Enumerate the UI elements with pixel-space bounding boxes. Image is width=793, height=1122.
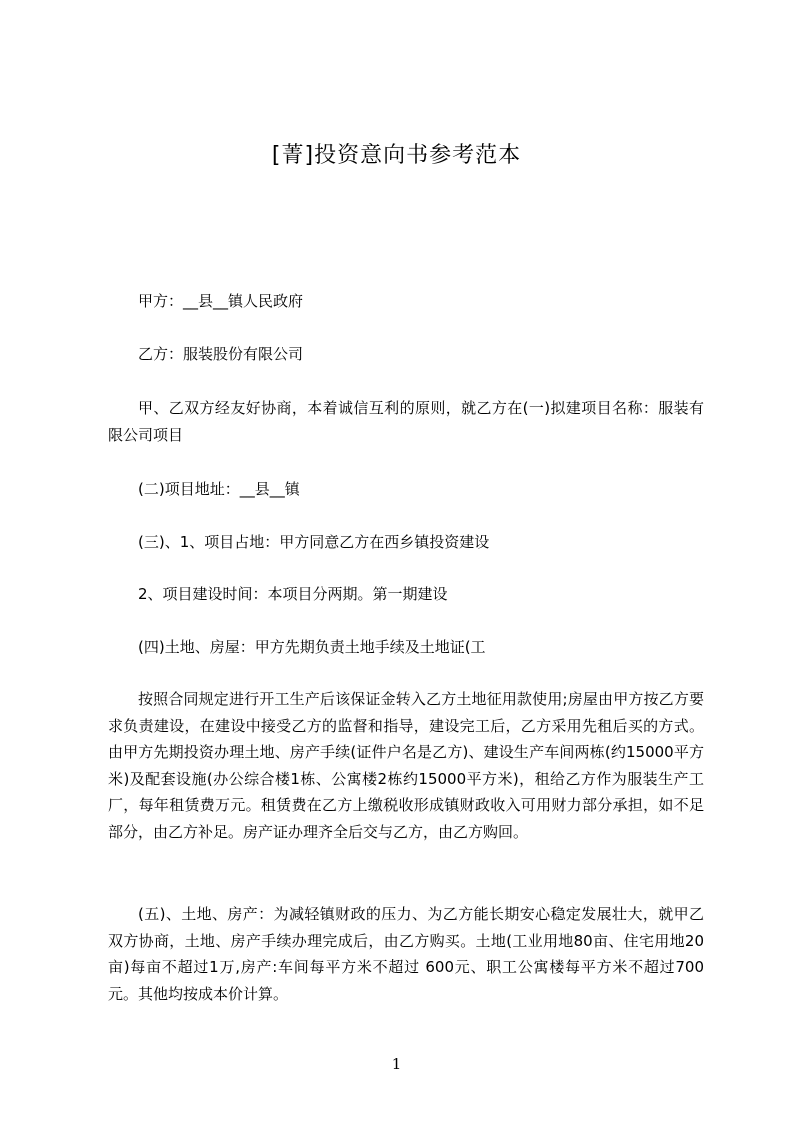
contract-terms-paragraph: 按照合同规定进行开工生产后该保证金转入乙方土地征用款使用;房屋由甲方按乙方要求负责建设，在建设中接受乙方的监督和指导，建设完工后，乙方采用先租后买的方式。由甲方先期投资办理土地、房产手续(证件户名是乙方)、建设生产车间两栋(约15000平方米)及配套设施(办公综合楼1栋、公寓楼2栋约15000平方米)，租给乙方作为服装生产工厂，每年租赁费万元。租赁费在乙方上缴税收形成镇财政收入可用财力部分承担，如不足部分，由乙方补足。房产证办理齐全后交与乙方，由乙方购回。	[108, 690, 704, 841]
party-b-line: 乙方：服装股份有限公司	[138, 345, 304, 363]
land-house-line: (四)土地、房屋：甲方先期负责土地手续及土地证(工	[138, 638, 486, 656]
document-title: [菁]投资意向书参考范本	[271, 143, 522, 168]
page-number: 1	[391, 1055, 402, 1073]
land-property-paragraph: (五)、土地、房产：为减轻镇财政的压力、为乙方能长期安心稳定发展壮大，就甲乙双方协商，土地、房产手续办理完成后，由乙方购买。土地(工业用地80亩、住宅用地20亩)每亩不超过1万,房产:车间每平方米不超过 600元、职工公寓楼每平方米不超过700元。其他均按成本价计算。	[108, 905, 704, 1003]
project-land-line: (三)、1、项目占地：甲方同意乙方在西乡镇投资建设	[138, 533, 490, 551]
intro-paragraph: 甲、乙双方经友好协商，本着诚信互利的原则，就乙方在(一)拟建项目名称：服装有限公司项目	[108, 399, 704, 444]
project-address-line: (二)项目地址：__县__镇	[138, 480, 300, 498]
project-schedule-line: 2、项目建设时间：本项目分两期。第一期建设	[138, 585, 448, 603]
party-a-line: 甲方：__县__镇人民政府	[138, 292, 304, 310]
